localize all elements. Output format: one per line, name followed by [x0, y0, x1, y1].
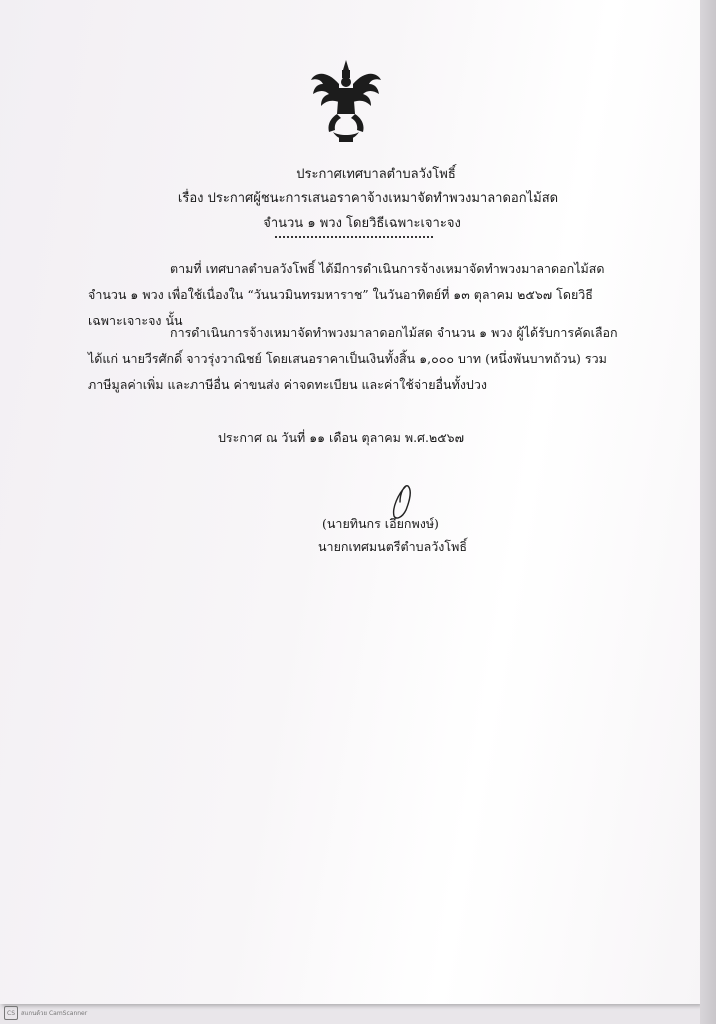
paragraph-2-line: ได้แก่ นายวีรศักดิ์ จาวรุ่งวาณิชย์ โดยเสนอราคาเป็นเงินทั้งสิ้น ๑,๐๐๐ บาท (หนึ่งพันบาทถ้วน) รวม	[88, 351, 607, 366]
dotted-divider	[275, 236, 433, 238]
paragraph-2-line: ภาษีมูลค่าเพิ่ม และภาษีอื่น ค่าขนส่ง ค่าจดทะเบียน และค่าใช้จ่ายอื่นทั้งปวง	[88, 377, 487, 392]
paragraph-1-line: เฉพาะเจาะจง นั้น	[88, 313, 183, 328]
paragraph-2	[88, 320, 628, 398]
scanner-background-edge	[700, 0, 716, 1024]
scanner-watermark	[4, 1006, 87, 1020]
paragraph-1-line: จำนวน ๑ พวง เพื่อใช้เนื่องใน “วันนวมินทรมหาราช” ในวันอาทิตย์ที่ ๑๓ ตุลาคม ๒๕๖๗ โดยวิธี	[88, 287, 593, 302]
announcement-subject: เรื่อง ประกาศผู้ชนะการเสนอราคาจ้างเหมาจัดทำพวงมาลาดอกไม้สด	[177, 191, 559, 206]
paragraph-2-line: การดำเนินการจ้างเหมาจัดทำพวงมาลาดอกไม้สด จำนวน ๑ พวง ผู้ได้รับการคัดเลือก	[170, 325, 618, 340]
camscanner-logo-icon: CS	[4, 1006, 18, 1020]
paragraph-1-line: ตามที่ เทศบาลตำบลวังโพธิ์ ได้มีการดำเนินการจ้างเหมาจัดทำพวงมาลาดอกไม้สด	[170, 261, 605, 276]
signatory-title: นายกเทศมนตรีตำบลวังโพธิ์	[318, 539, 467, 554]
signatory-name: (นายทินกร เอียกพงษ์)	[322, 516, 439, 531]
announcement-title: ประกาศเทศบาลตำบลวังโพธิ์	[296, 167, 456, 182]
announcement-quantity-method: จำนวน ๑ พวง โดยวิธีเฉพาะเจาะจง	[263, 216, 461, 231]
garuda-emblem-icon	[309, 58, 383, 144]
watermark-text: สแกนด้วย CamScanner	[21, 1010, 88, 1017]
announcement-date: ประกาศ ณ วันที่ ๑๑ เดือน ตุลาคม พ.ศ.๒๕๖๗	[218, 430, 464, 445]
